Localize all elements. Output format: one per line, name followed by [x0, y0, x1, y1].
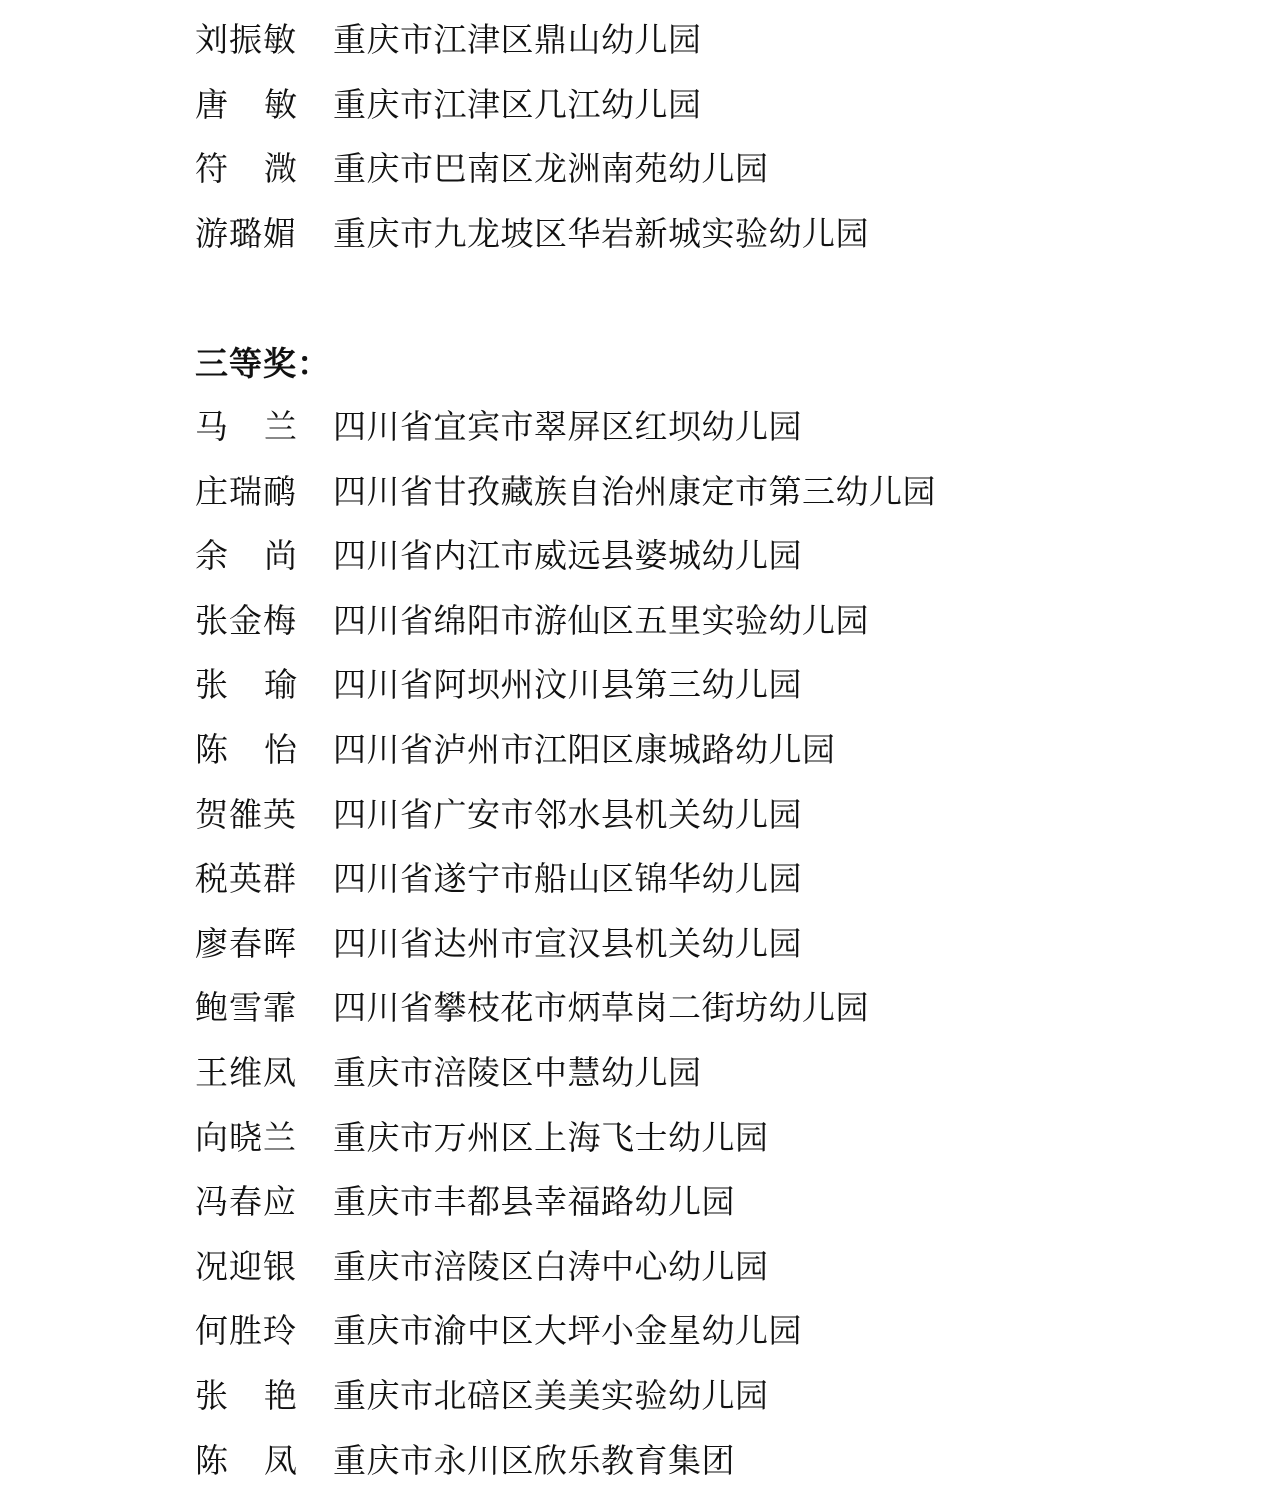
winner-organization: 重庆市九龙坡区华岩新城实验幼儿园 [333, 213, 869, 253]
winner-organization: 四川省广安市邻水县机关幼儿园 [333, 794, 802, 834]
winner-name: 陈 凤 [195, 1440, 297, 1480]
list-item [195, 395, 1195, 460]
winner-organization: 重庆市江津区鼎山幼儿园 [333, 20, 702, 59]
winner-organization: 四川省内江市威远县婆城幼儿园 [333, 536, 802, 576]
winner-organization: 重庆市江津区几江幼儿园 [333, 84, 702, 124]
list-item [195, 73, 1195, 138]
winner-name: 鲍雪霏 [195, 988, 297, 1028]
second-prize-continued-list [195, 8, 1195, 266]
winner-organization: 重庆市永川区欣乐教育集团 [333, 1440, 735, 1480]
winner-name: 张金梅 [195, 600, 297, 640]
list-item [195, 1170, 1195, 1235]
list-item [195, 8, 1195, 73]
winner-organization: 重庆市丰都县幸福路幼儿园 [333, 1182, 735, 1222]
winner-name: 刘振敏 [195, 20, 297, 59]
winner-organization: 重庆市渝中区大坪小金星幼儿园 [333, 1311, 802, 1351]
winner-organization: 四川省攀枝花市炳草岗二街坊幼儿园 [333, 988, 869, 1028]
list-item [195, 847, 1195, 912]
list-item [195, 718, 1195, 783]
list-item [195, 460, 1195, 525]
winner-name: 况迎银 [195, 1246, 297, 1286]
winner-organization: 重庆市北碚区美美实验幼儿园 [333, 1375, 769, 1415]
third-prize-heading: 三等奖： [195, 344, 331, 383]
winner-name: 廖春晖 [195, 923, 297, 963]
third-prize-list [195, 395, 1195, 1493]
list-item [195, 653, 1195, 718]
winner-name: 税英群 [195, 859, 297, 899]
winner-organization: 四川省甘孜藏族自治州康定市第三幼儿园 [333, 471, 936, 511]
winner-name: 余 尚 [195, 536, 297, 576]
list-item [195, 783, 1195, 848]
winner-organization: 重庆市涪陵区白涛中心幼儿园 [333, 1246, 769, 1286]
winner-name: 陈 怡 [195, 729, 297, 769]
winner-name: 马 兰 [195, 407, 297, 446]
list-item [195, 1106, 1195, 1171]
winner-organization: 重庆市涪陵区中慧幼儿园 [333, 1052, 702, 1092]
winner-name: 向晓兰 [195, 1117, 297, 1157]
winner-name: 符 溦 [195, 149, 297, 189]
winner-organization: 四川省绵阳市游仙区五里实验幼儿园 [333, 600, 869, 640]
winner-name: 张 艳 [195, 1375, 297, 1415]
list-item [195, 1041, 1195, 1106]
list-item [195, 976, 1195, 1041]
winner-organization: 四川省遂宁市船山区锦华幼儿园 [333, 859, 802, 899]
list-item [195, 912, 1195, 977]
list-item [195, 1429, 1195, 1494]
winner-name: 王维凤 [195, 1052, 297, 1092]
winner-organization: 四川省泸州市江阳区康城路幼儿园 [333, 729, 836, 769]
winner-organization: 四川省达州市宣汉县机关幼儿园 [333, 923, 802, 963]
winner-organization: 重庆市万州区上海飞士幼儿园 [333, 1117, 769, 1157]
winner-name: 庄瑞鸸 [195, 471, 297, 511]
list-item [195, 1235, 1195, 1300]
list-item [195, 524, 1195, 589]
winner-organization: 四川省宜宾市翠屏区红坝幼儿园 [333, 407, 802, 446]
winner-name: 何胜玲 [195, 1311, 297, 1351]
list-item [195, 589, 1195, 654]
winner-organization: 重庆市巴南区龙洲南苑幼儿园 [333, 149, 769, 189]
list-item [195, 1364, 1195, 1429]
winner-name: 唐 敏 [195, 84, 297, 124]
winner-name: 贺雒英 [195, 794, 297, 834]
winner-name: 游璐媚 [195, 213, 297, 253]
list-item [195, 202, 1195, 267]
winner-organization: 四川省阿坝州汶川县第三幼儿园 [333, 665, 802, 705]
list-item [195, 137, 1195, 202]
list-item [195, 1299, 1195, 1364]
winner-name: 冯春应 [195, 1182, 297, 1222]
winner-name: 张 瑜 [195, 665, 297, 705]
